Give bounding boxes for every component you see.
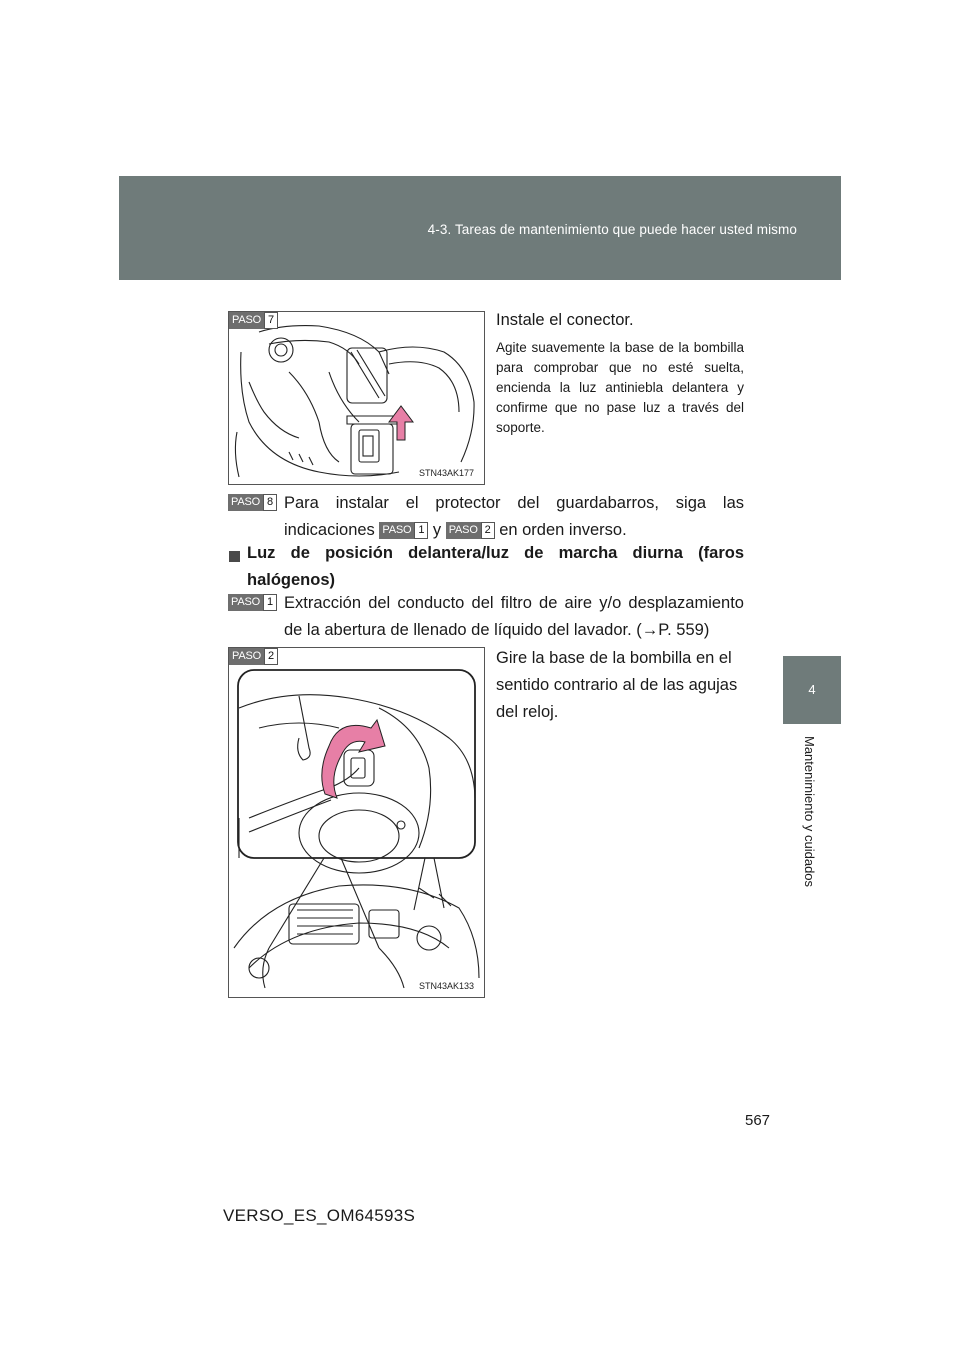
chapter-number: 4 xyxy=(808,682,816,697)
step2-badge: PASO 2 xyxy=(229,648,278,665)
step7-title: Instale el conector. xyxy=(496,311,634,329)
step7-badge: PASO 7 xyxy=(229,312,278,329)
step7-note: Agite suavemente la base de la bombilla para comprobar que no esté suelta, encienda la luz antiniebla delantera y confirme que no pase luz a través del soporte. xyxy=(496,340,744,435)
step1-badge: PASO 1 xyxy=(228,594,277,611)
page-number: 567 xyxy=(745,1112,771,1129)
step1-text: Extracción del conducto del filtro de aire y/o desplazamiento de la abertura de llenado de líquido del lavador. (→P. 559) xyxy=(284,594,744,639)
engine-bay-illustration xyxy=(229,648,484,997)
document-code: VERSO_ES_OM64593S xyxy=(223,1206,416,1225)
figure-step7 xyxy=(228,311,485,485)
step8-text: Para instalar el protector del guardabarros, siga las indicaciones PASO 1 y PASO 2 en orden inverso. xyxy=(284,494,744,539)
figure-code: STN43AK177 xyxy=(418,468,474,478)
step8-ref-2: PASO 2 xyxy=(446,522,495,539)
chapter-tab xyxy=(783,656,841,724)
section-heading: Luz de posición delantera/luz de marcha diurna (faros halógenos) xyxy=(247,544,744,589)
step2-text: Gire la base de la bombilla en el sentido contrario al de las agujas del reloj. xyxy=(496,649,738,721)
connector-illustration xyxy=(229,312,484,484)
figure-step2 xyxy=(228,647,485,998)
chapter-side-label xyxy=(782,736,842,1036)
section-title: 4-3. Tareas de mantenimiento que puede hacer usted mismo xyxy=(427,222,797,237)
chapter-label: Mantenimiento y cuidados xyxy=(802,736,817,888)
step8-badge: PASO 8 xyxy=(228,494,277,511)
step8-ref-1: PASO 1 xyxy=(379,522,428,539)
bullet-square-icon xyxy=(229,551,240,562)
header-band xyxy=(119,176,841,280)
figure-code: STN43AK133 xyxy=(418,981,474,991)
